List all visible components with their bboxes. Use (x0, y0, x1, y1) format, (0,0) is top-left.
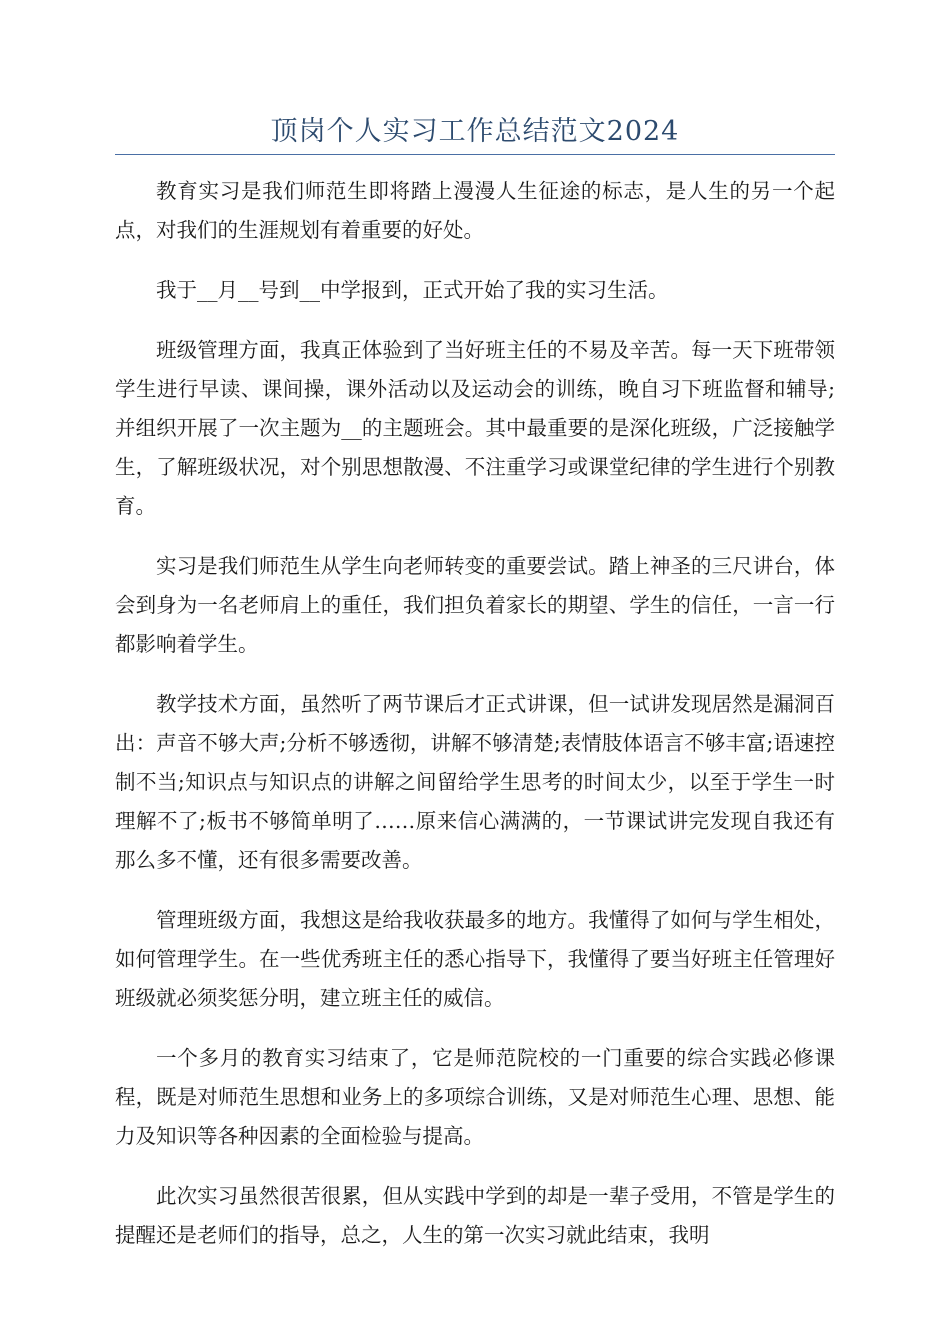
paragraph: 我于__月__号到__中学报到，正式开始了我的实习生活。 (156, 278, 669, 302)
paragraph: 管理班级方面，我想这是给我收获最多的地方。我懂得了如何与学生相处，如何管理学生。在一些优秀班主任的悉心指导下，我懂得了要当好班主任管理好班级就必须奖惩分明，建立班主任的威信。 (115, 908, 835, 1010)
paragraph: 教学技术方面，虽然听了两节课后才正式讲课，但一试讲发现居然是漏洞百出：声音不够大声;分析不够透彻，讲解不够清楚;表情肢体语言不够丰富;语速控制不当;知识点与知识点的讲解之间留给学生思考的时间太少，以至于学生一时理解不了;板书不够简单明了……原来信心满满的，一节课试讲完发现自我还有那么多不懂，还有很多需要改善。 (115, 692, 835, 872)
paragraph: 教育实习是我们师范生即将踏上漫漫人生征途的标志，是人生的另一个起点，对我们的生涯规划有着重要的好处。 (115, 179, 835, 242)
paragraph: 此次实习虽然很苦很累，但从实践中学到的却是一辈子受用，不管是学生的提醒还是老师们的指导，总之，人生的第一次实习就此结束，我明 (115, 1184, 835, 1247)
paragraph: 实习是我们师范生从学生向老师转变的重要尝试。踏上神圣的三尺讲台，体会到身为一名老师肩上的重任，我们担负着家长的期望、学生的信任，一言一行都影响着学生。 (115, 554, 835, 656)
document-body (115, 172, 835, 1276)
paragraph: 一个多月的教育实习结束了，它是师范院校的一门重要的综合实践必修课程，既是对师范生思想和业务上的多项综合训练，又是对师范生心理、思想、能力及知识等各种因素的全面检验与提高。 (115, 1046, 835, 1148)
title-underline (115, 154, 835, 155)
document-title: 顶岗个人实习工作总结范文2024 (270, 116, 680, 147)
paragraph: 班级管理方面，我真正体验到了当好班主任的不易及辛苦。每一天下班带领学生进行早读、课间操，课外活动以及运动会的训练，晚自习下班监督和辅导;并组织开展了一次主题为__的主题班会。其中最重要的是深化班级，广泛接触学生，了解班级状况，对个别思想散漫、不注重学习或课堂纪律的学生进行个别教育。 (115, 338, 835, 518)
